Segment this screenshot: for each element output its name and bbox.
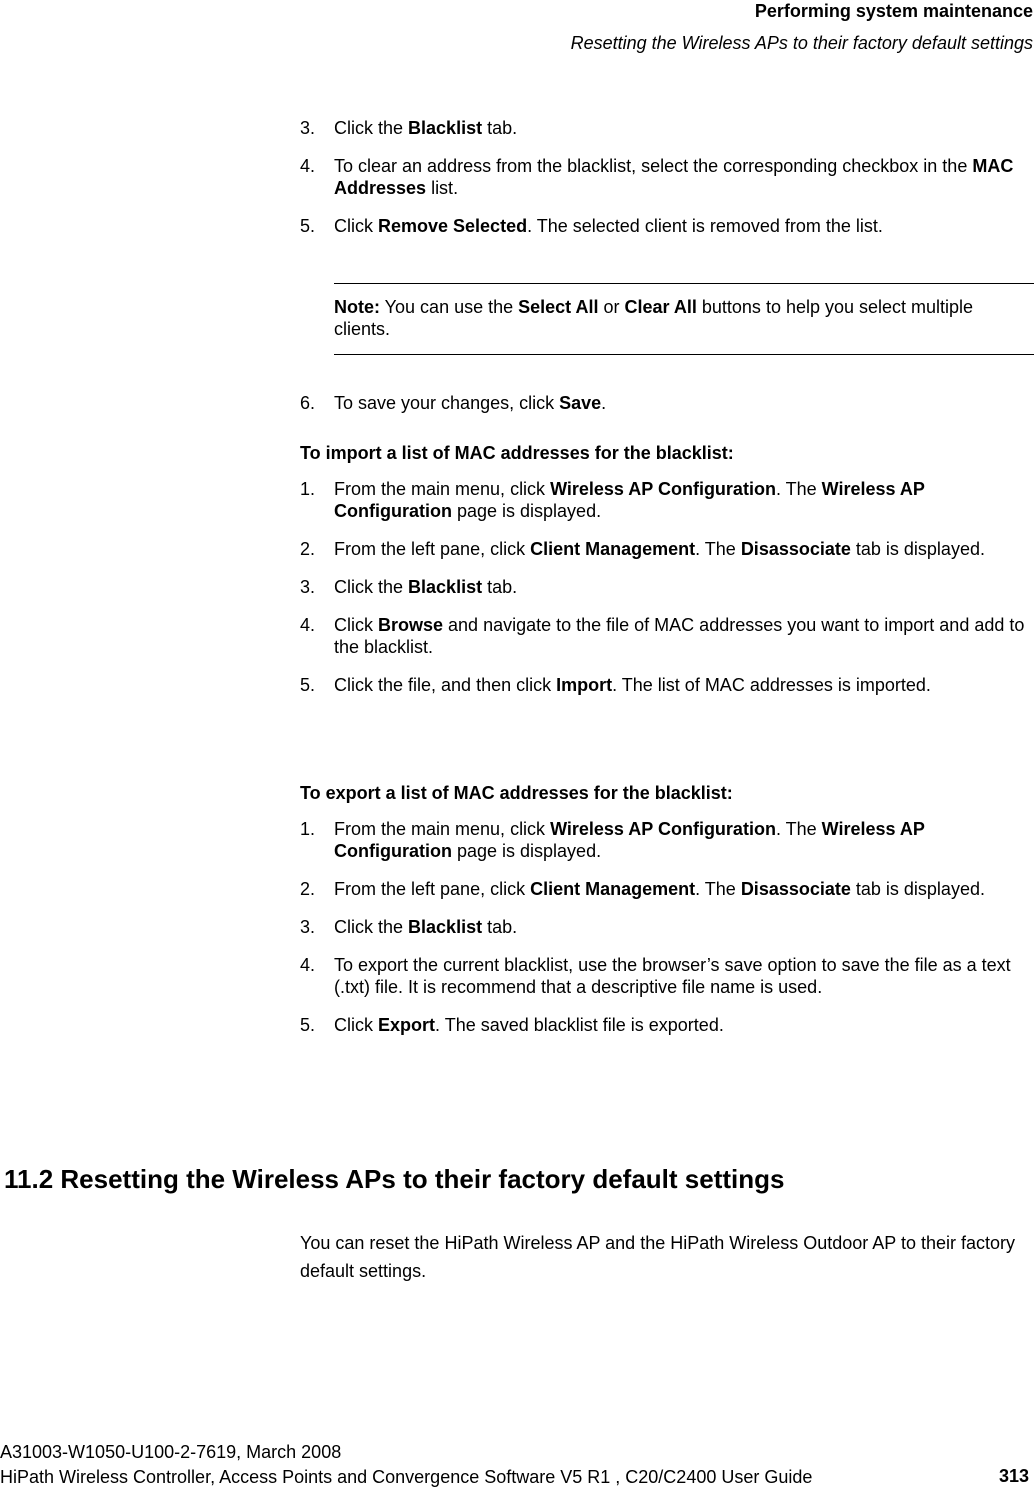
section-title: 11.2 Resetting the Wireless APs to their factory default settings [4, 1164, 785, 1194]
step-5: 5. Click Remove Selected. The selected client is removed from the list. [300, 216, 883, 236]
export-step-4: 4. To export the current blacklist, use the browser’s save option to save the file as a text (.txt) file. It is recommend that a descriptive file name is used. [300, 955, 1011, 997]
export-step-3: 3. Click the Blacklist tab. [300, 917, 518, 937]
export-step-2: 2. From the left pane, click Client Management. The Disassociate tab is displayed. [300, 879, 985, 899]
steps-block-export [300, 782, 1035, 1052]
step-3: 3. Click the Blacklist tab. [300, 118, 518, 138]
page-number: 313 [998, 1466, 1029, 1486]
import-step-3: 3. Click the Blacklist tab. [300, 577, 518, 597]
section-body: You can reset the HiPath Wireless AP and the HiPath Wireless Outdoor AP to their factory default settings. [300, 1233, 1016, 1281]
steps-block-import [300, 392, 1035, 712]
step-4: 4. To clear an address from the blacklist, select the corresponding checkbox in the MAC Addresses list. [300, 156, 1014, 198]
import-step-5: 5. Click the file, and then click Import. The list of MAC addresses is imported. [300, 675, 931, 695]
note-box: Note: You can use the Select All or Clear All buttons to help you select multiple clients. [334, 283, 1034, 355]
footer-guide-title: HiPath Wireless Controller, Access Points and Convergence Software V5 R1 , C20/C2400 User Guide [0, 1467, 813, 1487]
export-heading: To export a list of MAC addresses for the blacklist: [300, 783, 733, 803]
running-header-subtitle: Resetting the Wireless APs to their factory default settings [570, 33, 1033, 53]
step-6: 6. To save your changes, click Save. [300, 393, 607, 413]
import-step-2: 2. From the left pane, click Client Management. The Disassociate tab is displayed. [300, 539, 985, 559]
export-step-5: 5. Click Export. The saved blacklist file is exported. [300, 1015, 724, 1035]
import-step-4: 4. Click Browse and navigate to the file of MAC addresses you want to import and add to the blacklist. [300, 615, 1025, 657]
steps-block-remove [300, 117, 1035, 253]
running-header-title: Performing system maintenance [754, 1, 1033, 21]
import-heading: To import a list of MAC addresses for the blacklist: [300, 443, 734, 463]
export-step-1: 1. From the main menu, click Wireless AP Configuration. The Wireless AP Configuration page is displayed. [300, 819, 925, 861]
import-step-1: 1. From the main menu, click Wireless AP Configuration. The Wireless AP Configuration page is displayed. [300, 479, 925, 521]
footer-doc-id: A31003-W1050-U100-2-7619, March 2008 [0, 1442, 342, 1462]
